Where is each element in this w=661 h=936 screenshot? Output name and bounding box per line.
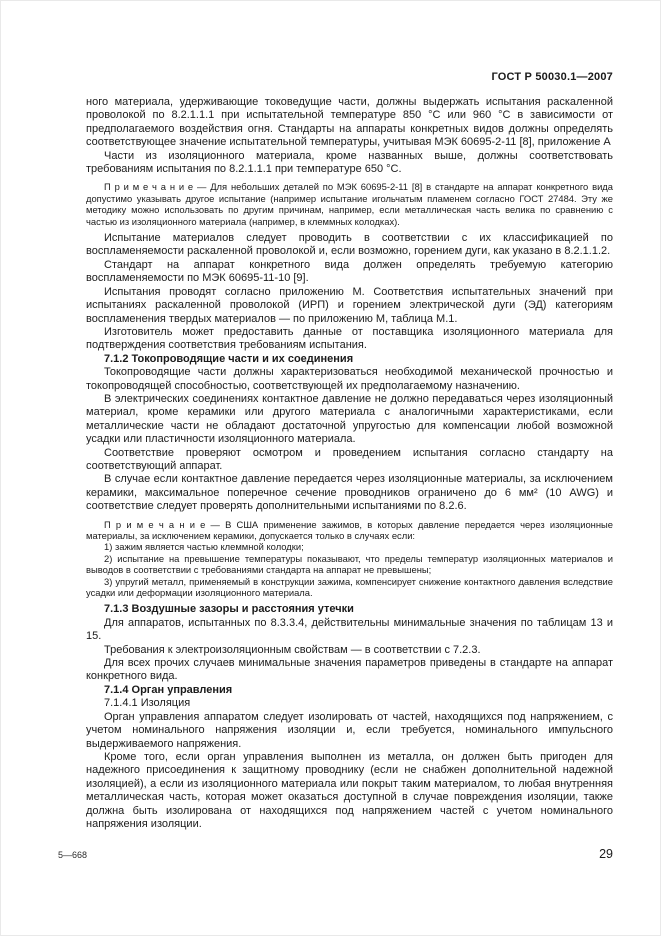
note-list-item: 2) испытание на превышение температуры показывают, что пределы температур изоляционных материалов и выводов в соответствии с требованиями стандарта на аппарат не превышены;	[86, 552, 613, 576]
paragraph: ного материала, удерживающие токоведущие части, должны выдержать испытания раскаленной проволокой по 8.2.1.1.1 при испытательной температуре 850 °С или 960 °С в зависимости от предполагаемого воздействия огня. Стандарты на аппараты конкретных видов должны определять соответствующее значение испытательной температуры, учитывая МЭК 60695-2-11 [8], приложение А	[86, 96, 613, 149]
paragraph: Соответствие проверяют осмотром и проведением испытания согласно стандарту на соответствующий аппарат.	[86, 446, 613, 472]
paragraph: Испытания проводят согласно приложению М. Соответствия испытательных значений при испытаниях раскаленной проволокой (ИРП) и горением электрической дуги (ЭД) категориям воспламенения твердых материалов — по приложению М, таблица М.1.	[86, 285, 613, 325]
print-order-mark: 5—668	[58, 850, 88, 860]
paragraph: Для аппаратов, испытанных по 8.3.3.4, действительны минимальные значения по таблицам 13 и 15.	[86, 616, 613, 643]
document-footer	[58, 847, 613, 861]
paragraph: В электрических соединениях контактное давление не должно передаваться через изоляционный материал, кроме керамики или другого материала с аналогичными характеристиками, если металлические части не обладают достаточной упругостью для компенсации любой возможной усадки или пластичности изоляционного материала.	[86, 392, 613, 446]
paragraph: Стандарт на аппарат конкретного вида должен определять требуемую категорию воспламеняемости по МЭК 60695-11-10 [9].	[86, 258, 613, 285]
paragraph: Требования к электроизоляционным свойствам — в соответствии с 7.2.3.	[104, 643, 481, 656]
document-content	[86, 96, 613, 831]
paragraph: Испытание материалов следует проводить в соответствии с их классификацией по воспламеняемости раскаленной проволокой и, если возможно, горением дуги, как указано в 8.2.1.1.2.	[86, 232, 613, 258]
page-number: 29	[599, 847, 613, 861]
doc-number: ГОСТ Р 50030.1—2007	[491, 71, 613, 83]
paragraph: Изготовитель может предоставить данные от поставщика изоляционного материала для подтверждения соответствия требованиям испытания.	[86, 325, 613, 352]
section-heading: 7.1.2 Токопроводящие части и их соединения	[104, 352, 354, 365]
document-header	[86, 71, 613, 83]
note-list-item: 3) упругий металл, применяемый в конструкции зажима, компенсирует снижение контактного давления вследствие усадки или деформации изоляционного материала.	[86, 575, 613, 599]
paragraph: Кроме того, если орган управления выполнен из металла, он должен быть пригоден для надежного присоединения к защитному проводнику (если не снабжен дополнительной надежной изоляцией), а если из изоляционного материала или покрыт таким материалом, то любая внутренняя металлическая часть, которая может оказаться доступной в случае повреждения изоляции, также должна быть изолирована от находящихся под напряжением частей с учетом номинального напряжения изоляции.	[86, 750, 613, 830]
section-heading: 7.1.4 Орган управления	[104, 683, 233, 696]
paragraph: Орган управления аппаратом следует изолировать от частей, находящихся под напряжением, с учетом номинального напряжения изоляции и, если требуется, номинального импульсного выдерживаемого напряжения.	[86, 710, 613, 750]
paragraph: В случае если контактное давление передается через изоляционные материалы, за исключением керамики, максимальное поперечное сечение проводников ограничено до 6 мм² (10 AWG) и соответствие следует проверять дополнительными испытаниями по 8.2.6.	[86, 473, 613, 513]
subsection-heading: 7.1.4.1 Изоляция	[104, 697, 191, 710]
paragraph: Токопроводящие части должны характеризоваться необходимой механической прочностью и токопроводящей способностью, соответствующей их предполагаемому назначению.	[86, 366, 613, 392]
note-paragraph: П р и м е ч а н и е — В США применение зажимов, в которых давление передается через изоляционные материалы, за исключением керамики, допускается только в случаях если:	[86, 518, 613, 541]
section-heading: 7.1.3 Воздушные зазоры и расстояния утечки	[104, 603, 354, 616]
paragraph: Для всех прочих случаев минимальные значения параметров приведены в стандарте на аппарат конкретного вида.	[86, 657, 613, 683]
paragraph: Части из изоляционного материала, кроме названных выше, должны соответствовать требованиям испытания по 8.2.1.1.1 при температуре 650 °С.	[86, 149, 613, 176]
note-list-item: 1) зажим является частью клеммной колодки;	[104, 541, 304, 553]
note-paragraph: П р и м е ч а н и е — Для небольших деталей по МЭК 60695-2-11 [8] в стандарте на аппарат конкретного вида допустимо указывать другое испытание (например испытание игольчатым пламенем согласно ГОСТ 27484. Эту же методику можно использовать по другим причинам, например, если металлическая часть велика по сравнению с частью из изоляционного материала (например, в клеммных колодках).	[86, 181, 613, 227]
